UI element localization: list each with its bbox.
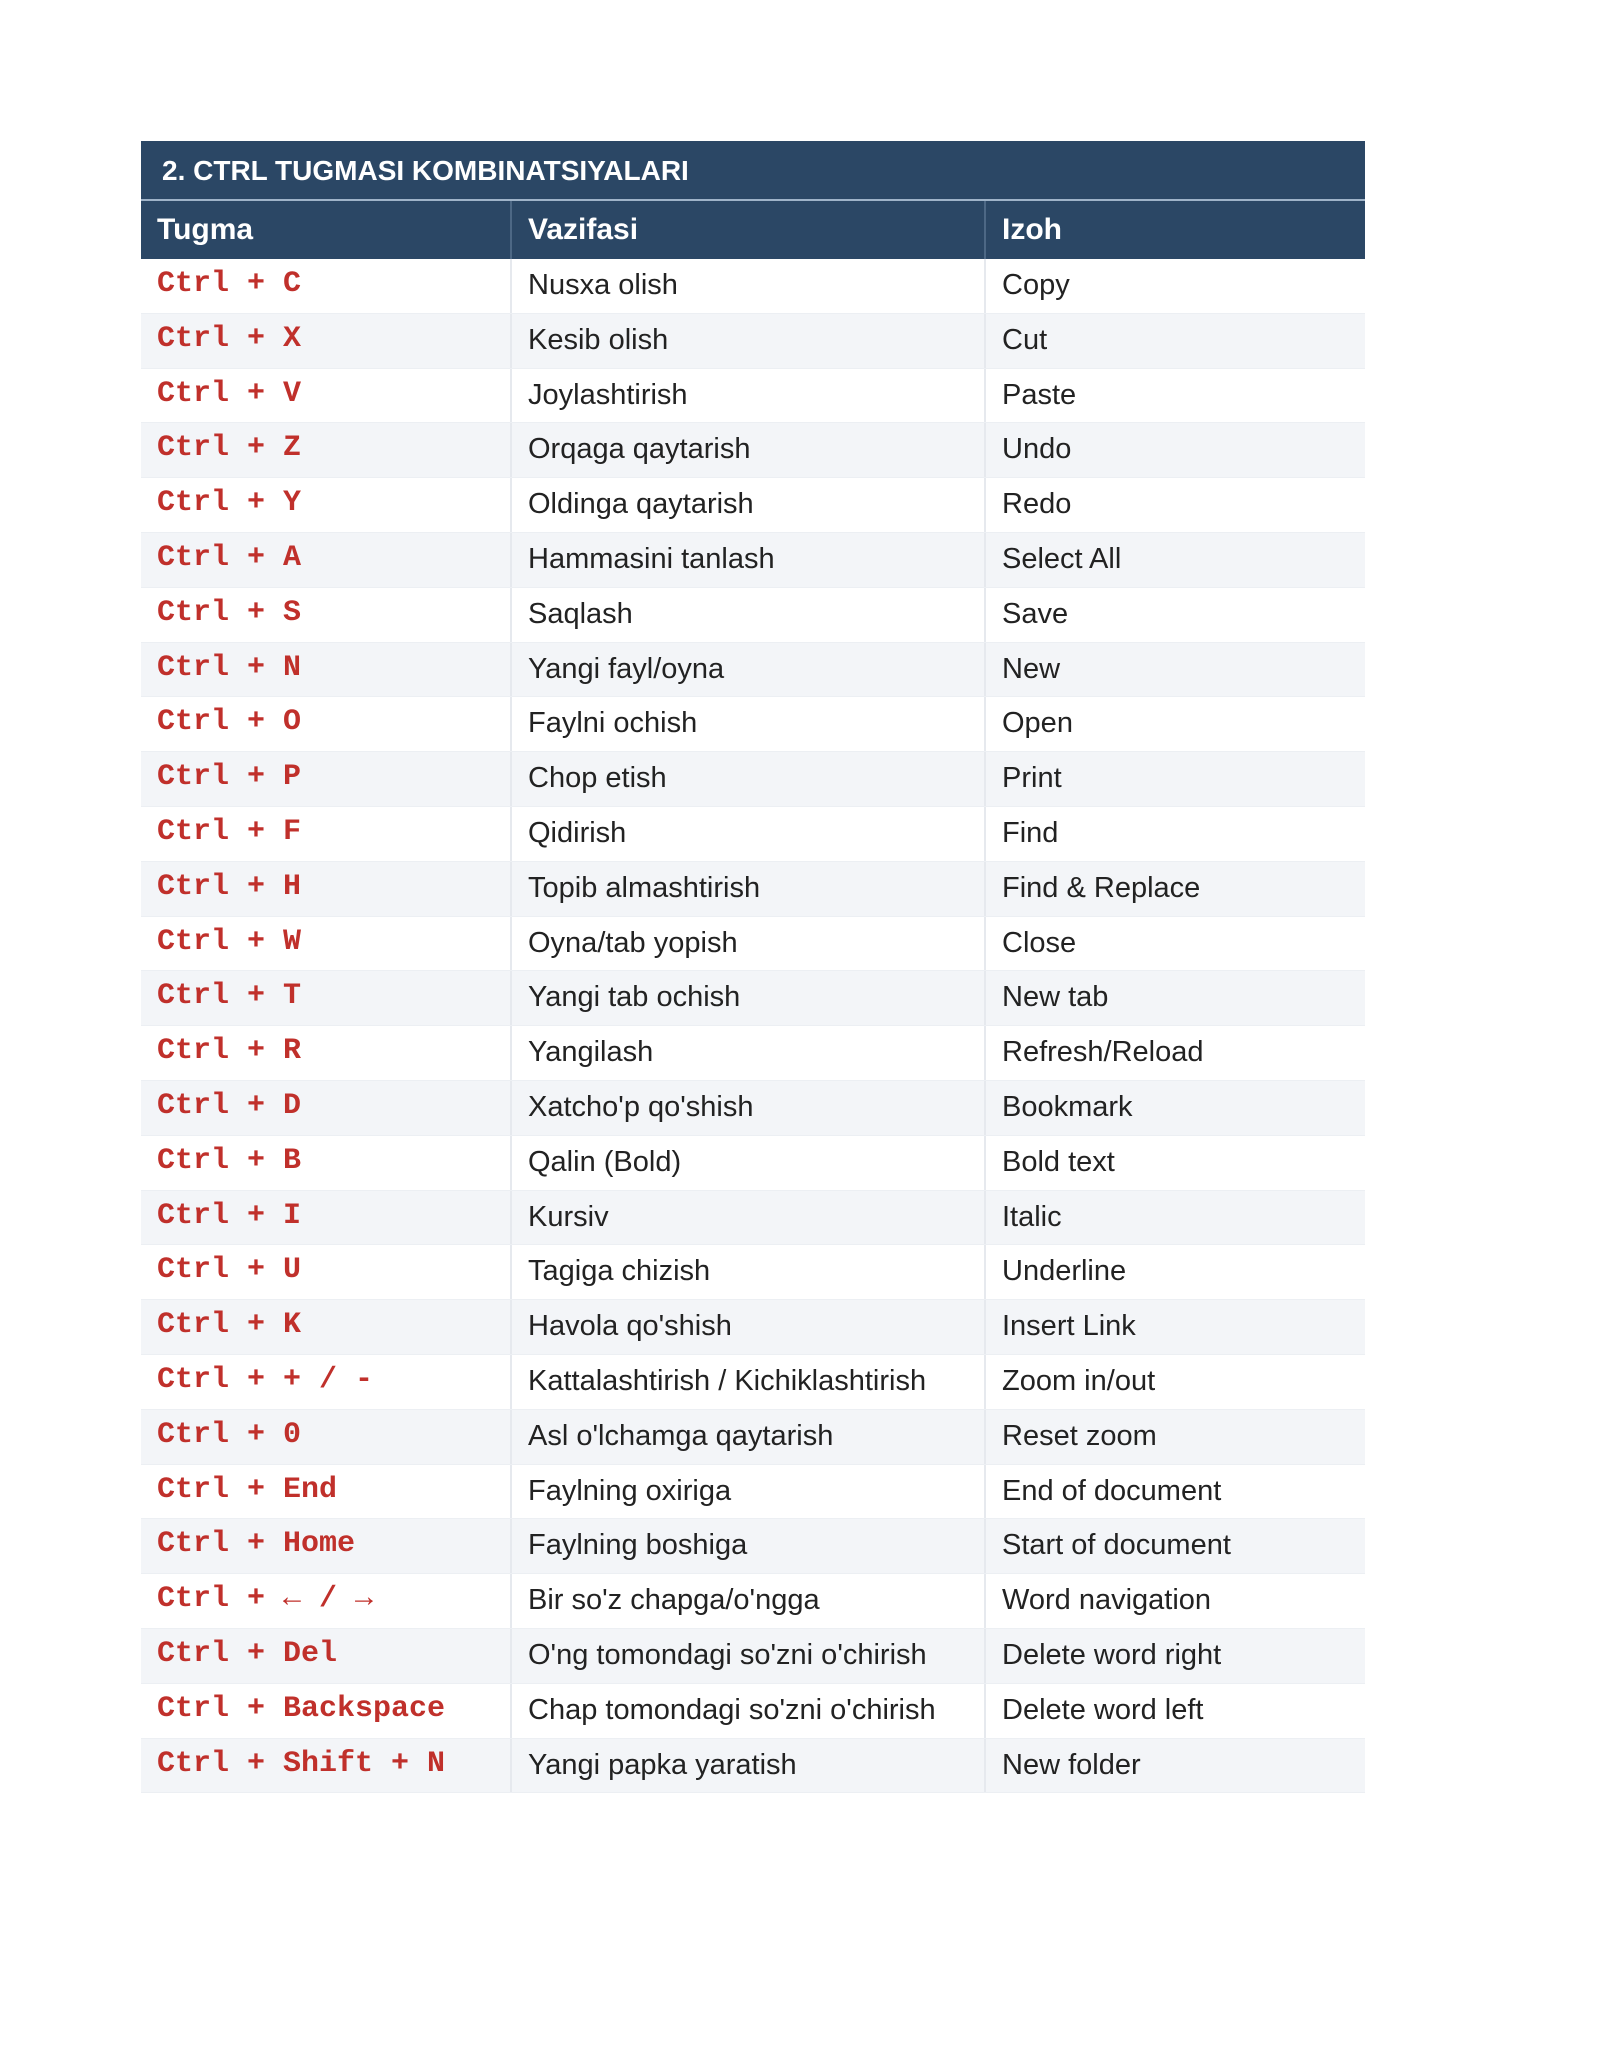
shortcut-key: Ctrl + Shift + N (157, 1746, 446, 1781)
shortcut-key-cell (141, 478, 512, 532)
shortcut-key-cell (141, 1519, 512, 1573)
shortcut-key: Ctrl + T (157, 979, 302, 1014)
shortcut-key: Ctrl + D (157, 1088, 302, 1123)
shortcut-key-cell (141, 862, 512, 916)
shortcut-note: Reset zoom (1002, 1419, 1157, 1452)
shortcut-description: Chop etish (512, 752, 986, 806)
column-header-desc: Vazifasi (512, 201, 986, 259)
table-row (141, 1245, 1365, 1300)
shortcut-key-cell (141, 1191, 512, 1245)
shortcut-key: Ctrl + S (157, 595, 302, 630)
shortcut-key: Ctrl + B (157, 1143, 302, 1178)
shortcut-description: Kursiv (512, 1191, 986, 1245)
shortcut-note: Redo (1002, 488, 1072, 521)
shortcut-key: Ctrl + P (157, 760, 302, 795)
table-header-row (141, 201, 1365, 259)
shortcut-key-cell (141, 643, 512, 697)
shortcut-note: Underline (1002, 1255, 1127, 1288)
shortcut-description: Xatcho'p qo'shish (512, 1081, 986, 1135)
table-row (141, 1410, 1365, 1465)
shortcut-description: Orqaga qaytarish (512, 423, 986, 477)
table-row (141, 917, 1365, 972)
shortcut-description: Hammasini tanlash (512, 533, 986, 587)
shortcut-description: Faylning boshiga (512, 1519, 986, 1573)
shortcut-note: New folder (1002, 1748, 1141, 1781)
column-header-key: Tugma (141, 201, 512, 259)
shortcut-key-cell (141, 1465, 512, 1519)
shortcut-note: Select All (1002, 542, 1122, 575)
shortcut-note: Find & Replace (1002, 871, 1201, 904)
shortcut-key: Ctrl + U (157, 1253, 302, 1288)
table-row (141, 1081, 1365, 1136)
shortcut-key: Ctrl + R (157, 1034, 302, 1069)
shortcut-note: Print (1002, 762, 1062, 795)
shortcut-note: Insert Link (1002, 1310, 1136, 1343)
shortcut-note: New tab (1002, 981, 1109, 1014)
shortcut-note: Cut (1002, 323, 1048, 356)
shortcut-key: Ctrl + V (157, 376, 302, 411)
shortcut-key: Ctrl + Del (157, 1636, 338, 1671)
shortcut-description: Bir so'z chapga/o'ngga (512, 1574, 986, 1628)
shortcut-key: Ctrl + Y (157, 486, 302, 521)
table-row (141, 862, 1365, 917)
table-row (141, 314, 1365, 369)
table-row (141, 1355, 1365, 1410)
shortcut-note: Open (1002, 707, 1073, 740)
shortcut-key-cell (141, 423, 512, 477)
table-row (141, 533, 1365, 588)
shortcut-key: Ctrl + O (157, 705, 302, 740)
table-row (141, 423, 1365, 478)
table-row (141, 807, 1365, 862)
shortcut-description: Topib almashtirish (512, 862, 986, 916)
shortcut-description: O'ng tomondagi so'zni o'chirish (512, 1629, 986, 1683)
shortcut-description: Oldinga qaytarish (512, 478, 986, 532)
shortcut-description: Asl o'lchamga qaytarish (512, 1410, 986, 1464)
shortcut-key: Ctrl + N (157, 650, 302, 685)
table-row (141, 752, 1365, 807)
shortcut-key: Ctrl + End (157, 1472, 338, 1507)
shortcut-description: Joylashtirish (512, 369, 986, 423)
shortcut-key-cell (141, 1410, 512, 1464)
table-row (141, 1136, 1365, 1191)
table-row (141, 1739, 1365, 1794)
shortcut-description: Oyna/tab yopish (512, 917, 986, 971)
shortcut-note: Italic (1002, 1200, 1062, 1233)
shortcut-note: Refresh/Reload (1002, 1036, 1204, 1069)
shortcut-key-cell (141, 314, 512, 368)
shortcut-key: Ctrl + 0 (157, 1417, 302, 1452)
shortcut-key-cell (141, 533, 512, 587)
table-row (141, 1465, 1365, 1520)
table-row (141, 1519, 1365, 1574)
shortcut-note: New (1002, 652, 1061, 685)
shortcut-description: Chap tomondagi so'zni o'chirish (512, 1684, 986, 1738)
table-row (141, 478, 1365, 533)
shortcut-note: Bold text (1002, 1145, 1115, 1178)
table-row (141, 259, 1365, 314)
shortcut-key: Ctrl + Z (157, 431, 302, 466)
shortcut-key-cell (141, 1739, 512, 1793)
shortcut-key-cell (141, 697, 512, 751)
shortcut-note: Find (1002, 816, 1059, 849)
table-row (141, 971, 1365, 1026)
shortcut-key: Ctrl + A (157, 540, 302, 575)
shortcut-key-cell (141, 971, 512, 1025)
shortcut-key: Ctrl + F (157, 814, 302, 849)
shortcut-key-cell (141, 1629, 512, 1683)
table-row (141, 1684, 1365, 1739)
shortcut-key: Ctrl + ← / → (157, 1582, 374, 1617)
shortcut-key-cell (141, 1026, 512, 1080)
shortcut-key: Ctrl + Backspace (157, 1691, 446, 1726)
shortcut-key: Ctrl + W (157, 924, 302, 959)
shortcut-description: Yangi fayl/oyna (512, 643, 986, 697)
shortcut-key: Ctrl + K (157, 1308, 302, 1343)
shortcut-description: Yangi tab ochish (512, 971, 986, 1025)
shortcut-key-cell (141, 917, 512, 971)
shortcut-note: Save (1002, 597, 1069, 630)
table-row (141, 369, 1365, 424)
shortcut-key-cell (141, 1300, 512, 1354)
shortcut-note: Paste (1002, 378, 1077, 411)
shortcut-description: Kattalashtirish / Kichiklashtirish (512, 1355, 986, 1409)
table-row (141, 1574, 1365, 1629)
shortcut-key-cell (141, 1684, 512, 1738)
shortcut-key-cell (141, 1355, 512, 1409)
shortcut-description: Kesib olish (512, 314, 986, 368)
shortcut-description: Yangilash (512, 1026, 986, 1080)
table-row (141, 1026, 1365, 1081)
shortcut-description: Qalin (Bold) (512, 1136, 986, 1190)
shortcut-key: Ctrl + + / - (157, 1362, 374, 1397)
shortcut-note: End of document (1002, 1474, 1222, 1507)
shortcut-description: Nusxa olish (512, 259, 986, 313)
shortcut-key: Ctrl + X (157, 321, 302, 356)
shortcut-note: Delete word right (1002, 1638, 1222, 1671)
table-row (141, 1629, 1365, 1684)
column-header-note: Izoh (1002, 213, 1062, 246)
table-row (141, 697, 1365, 752)
shortcut-description: Qidirish (512, 807, 986, 861)
shortcut-key: Ctrl + H (157, 869, 302, 904)
shortcut-key-cell (141, 1136, 512, 1190)
table-row (141, 1191, 1365, 1246)
shortcut-key: Ctrl + Home (157, 1527, 356, 1562)
shortcut-key: Ctrl + C (157, 267, 302, 301)
shortcut-table (141, 141, 1365, 1793)
shortcut-note: Delete word left (1002, 1693, 1204, 1726)
shortcut-description: Havola qo'shish (512, 1300, 986, 1354)
shortcut-key-cell (141, 752, 512, 806)
shortcut-description: Saqlash (512, 588, 986, 642)
shortcut-note: Bookmark (1002, 1090, 1133, 1123)
shortcut-note: Copy (1002, 269, 1070, 301)
shortcut-note: Start of document (1002, 1529, 1231, 1562)
shortcut-key-cell (141, 1081, 512, 1135)
shortcut-key-cell (141, 1245, 512, 1299)
shortcut-description: Tagiga chizish (512, 1245, 986, 1299)
shortcut-key: Ctrl + I (157, 1198, 302, 1233)
section-title: 2. CTRL TUGMASI KOMBINATSIYALARI (141, 141, 1365, 201)
shortcut-description: Faylning oxiriga (512, 1465, 986, 1519)
shortcut-key-cell (141, 1574, 512, 1628)
shortcut-description: Faylni ochish (512, 697, 986, 751)
table-row (141, 588, 1365, 643)
shortcut-note: Close (1002, 926, 1077, 959)
table-row (141, 1300, 1365, 1355)
shortcut-key-cell (141, 588, 512, 642)
shortcut-description: Yangi papka yaratish (512, 1739, 986, 1793)
shortcut-note: Undo (1002, 433, 1072, 466)
shortcut-note: Zoom in/out (1002, 1364, 1156, 1397)
shortcut-key-cell (141, 807, 512, 861)
shortcut-key-cell (141, 259, 512, 313)
shortcut-key-cell (141, 369, 512, 423)
table-body (141, 259, 1365, 1793)
shortcut-note: Word navigation (1002, 1584, 1212, 1617)
table-row (141, 643, 1365, 698)
